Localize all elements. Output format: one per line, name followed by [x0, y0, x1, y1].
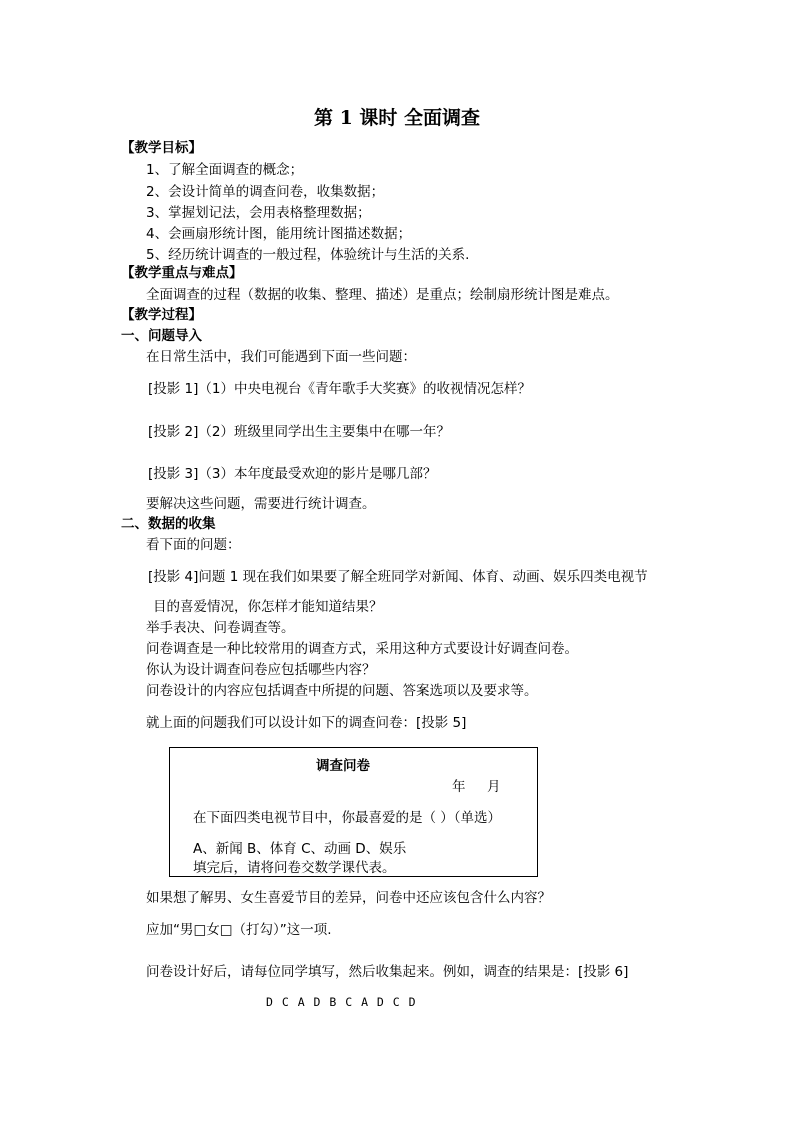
questionnaire-title: 调查问卷 [316, 758, 370, 774]
questionnaire-question: 在下面四类电视节目中，你最喜爱的是（ ）（单选） [193, 810, 502, 826]
objective-item: 1、了解全面调查的概念； [146, 162, 304, 178]
projection-4-line2: 目的喜爱情况，你怎样才能知道结果？ [153, 599, 383, 615]
objective-item: 2、会设计简单的调查问卷，收集数据； [146, 184, 385, 200]
projection-4-line1: [投影 4]问题 1 现在我们如果要了解全班同学对新闻、体育、动画、娱乐四类电视节 [148, 569, 648, 585]
objective-item: 5、经历统计调查的一般过程，体验统计与生活的关系. [146, 247, 470, 263]
question-2: 你认为设计调查问卷应包括哪些内容？ [146, 662, 376, 678]
gender-question: 如果想了解男、女生喜爱节目的差异，问卷中还应该包含什么内容？ [146, 890, 551, 906]
key-points-text: 全面调查的过程（数据的收集、整理、描述）是重点；绘制扇形统计图是难点。 [146, 287, 619, 303]
part1-intro: 在日常生活中，我们可能遇到下面一些问题： [146, 349, 416, 365]
projection-1: [投影 1]（1）中央电视台《青年歌手大奖赛》的收视情况怎样？ [148, 381, 532, 397]
answer-3: 问卷设计的内容应包括调查中所提的问题、答案选项以及要求等。 [146, 683, 538, 699]
questionnaire-options: A、新闻 B、体育 C、动画 D、娱乐 [193, 841, 407, 857]
part2-intro: 看下面的问题： [146, 537, 241, 553]
questionnaire-month: 月 [487, 779, 501, 795]
process-heading: 【教学过程】 [121, 307, 202, 323]
questionnaire-footer: 填完后，请将问卷交数学课代表。 [193, 860, 396, 876]
answer-1: 举手表决、问卷调查等。 [146, 620, 295, 636]
part1-conclusion: 要解决这些问题，需要进行统计调查。 [146, 496, 376, 512]
projection-3: [投影 3]（3）本年度最受欢迎的影片是哪几部？ [148, 466, 437, 482]
gender-answer: 应加“男□女□（打勾）”这一项. [146, 922, 332, 938]
objective-item: 4、会画扇形统计图，能用统计图描述数据； [146, 226, 412, 242]
objectives-heading: 【教学目标】 [121, 140, 202, 156]
collect-text: 问卷设计好后，请每位同学填写，然后收集起来。例如，调查的结果是：[投影 6] [146, 964, 629, 980]
projection-2: [投影 2]（2）班级里同学出生主要集中在哪一年？ [148, 424, 451, 440]
objective-item: 3、掌握划记法，会用表格整理数据； [146, 205, 371, 221]
design-intro: 就上面的问题我们可以设计如下的调查问卷：[投影 5] [146, 715, 467, 731]
survey-results: D C A D B C A D C D [266, 995, 417, 1009]
part1-heading: 一、问题导入 [121, 328, 202, 344]
questionnaire-year: 年 [452, 779, 466, 795]
answer-2: 问卷调查是一种比较常用的调查方式，采用这种方式要设计好调查问卷。 [146, 641, 578, 657]
part2-heading: 二、数据的收集 [121, 516, 216, 532]
key-points-heading: 【教学重点与难点】 [121, 265, 243, 281]
page-title: 第 1 课时 全面调查 [313, 107, 481, 129]
